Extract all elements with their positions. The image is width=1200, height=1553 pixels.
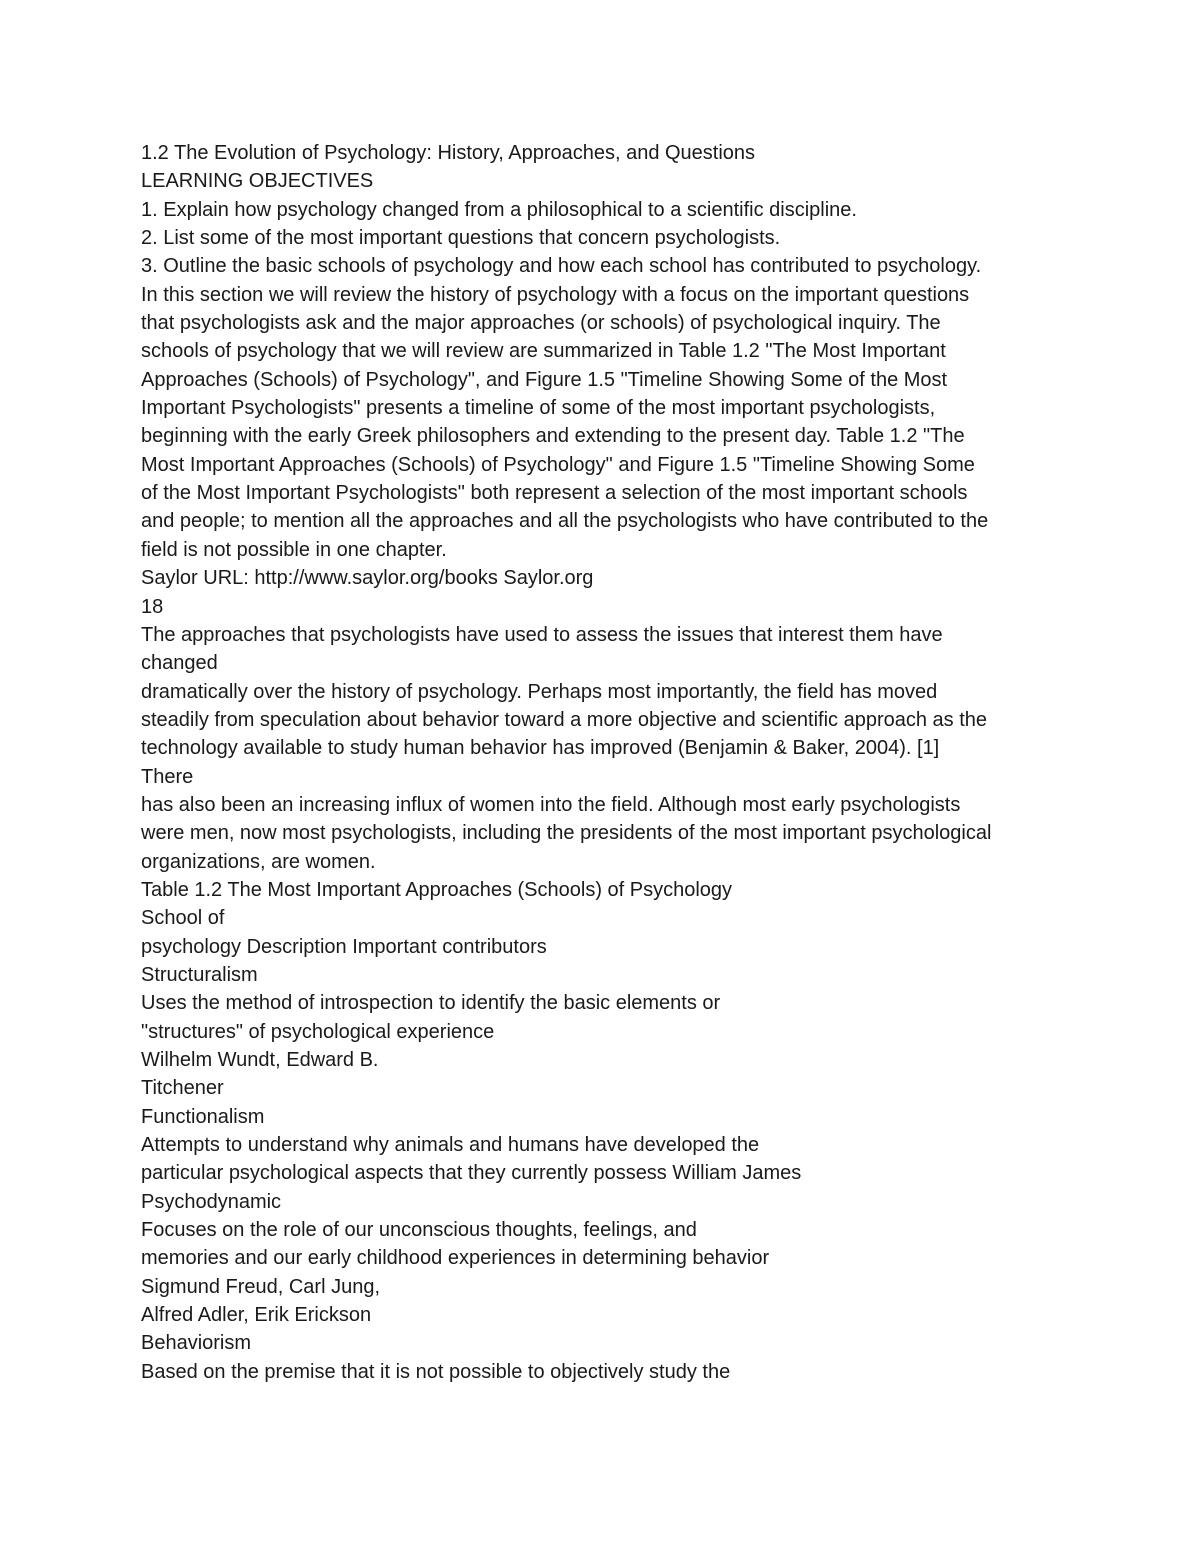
body-text-line: In this section we will review the history of psychology with a focus on the important questions	[141, 283, 970, 306]
table-contributors-line: Wilhelm Wundt, Edward B.	[141, 1049, 379, 1071]
body-text-line: and people; to mention all the approaches and all the psychologists who have contributed to the	[141, 510, 989, 533]
table-description-line: particular psychological aspects that they currently possess William James	[141, 1162, 802, 1185]
table-description-line: Attempts to understand why animals and humans have developed the	[141, 1134, 760, 1157]
table-description-line: memories and our early childhood experiences in determining behavior	[141, 1247, 770, 1270]
body-text-line: technology available to study human behavior has improved (Benjamin & Baker, 2004). [1]	[141, 737, 940, 760]
objective-item: 1. Explain how psychology changed from a philosophical to a scientific discipline.	[141, 198, 857, 221]
table-description-line: Uses the method of introspection to identify the basic elements or	[141, 992, 721, 1015]
body-text-line: field is not possible in one chapter.	[141, 538, 447, 561]
table-header-line: psychology Description Important contributors	[141, 935, 547, 958]
table-school-name: Psychodynamic	[141, 1190, 282, 1213]
body-text-line: The approaches that psychologists have used to assess the issues that interest them have	[141, 623, 943, 646]
table-contributors-line: Titchener	[141, 1077, 224, 1100]
table-description-line: Based on the premise that it is not possible to objectively study the	[141, 1360, 731, 1383]
body-text-line: were men, now most psychologists, including the presidents of the most important psychological	[141, 822, 992, 845]
body-text-line: steadily from speculation about behavior toward a more objective and scientific approach as the	[141, 708, 988, 731]
page-number: 18	[141, 595, 164, 618]
body-text-line: that psychologists ask and the major approaches (or schools) of psychological inquiry. The	[141, 312, 941, 335]
body-text-line: changed	[141, 652, 218, 675]
table-description-line: Focuses on the role of our unconscious thoughts, feelings, and	[141, 1219, 697, 1242]
table-school-name: Structuralism	[141, 963, 258, 986]
table-header-line: School of	[141, 907, 225, 930]
document-page	[141, 139, 1141, 1386]
body-text-line: Approaches (Schools) of Psychology", and Figure 1.5 "Timeline Showing Some of the Most	[141, 368, 948, 391]
table-contributors-line: Alfred Adler, Erik Erickson	[141, 1304, 372, 1327]
body-text-line: Most Important Approaches (Schools) of Psychology" and Figure 1.5 "Timeline Showing Some	[141, 453, 975, 476]
objective-item: 2. List some of the most important questions that concern psychologists.	[141, 227, 781, 250]
table-school-name: Functionalism	[141, 1105, 265, 1128]
table-school-name: Behaviorism	[141, 1332, 252, 1355]
body-text-line: Important Psychologists" presents a timeline of some of the most important psychologists,	[141, 397, 936, 420]
table-contributors-line: Sigmund Freud, Carl Jung,	[141, 1275, 381, 1298]
body-text-line: There	[141, 765, 194, 788]
objective-item: 3. Outline the basic schools of psychology and how each school has contributed to psychology.	[141, 255, 982, 278]
table-description-line: "structures" of psychological experience	[141, 1020, 495, 1043]
body-text-line: schools of psychology that we will review are summarized in Table 1.2 "The Most Important	[141, 340, 946, 363]
body-text-line: has also been an increasing influx of women into the field. Although most early psychologists	[141, 793, 961, 816]
body-text-line: beginning with the early Greek philosophers and extending to the present day. Table 1.2 "The	[141, 425, 965, 448]
table-title: Table 1.2 The Most Important Approaches (Schools) of Psychology	[141, 878, 733, 901]
section-title: 1.2 The Evolution of Psychology: History, Approaches, and Questions	[141, 142, 756, 164]
objectives-heading: LEARNING OBJECTIVES	[141, 170, 374, 193]
body-text-line: of the Most Important Psychologists" both represent a selection of the most important schools	[141, 482, 968, 505]
body-text-line: dramatically over the history of psychology. Perhaps most importantly, the field has moved	[141, 680, 938, 703]
source-url: Saylor URL: http://www.saylor.org/books Saylor.org	[141, 567, 594, 590]
body-text-line: organizations, are women.	[141, 850, 376, 873]
